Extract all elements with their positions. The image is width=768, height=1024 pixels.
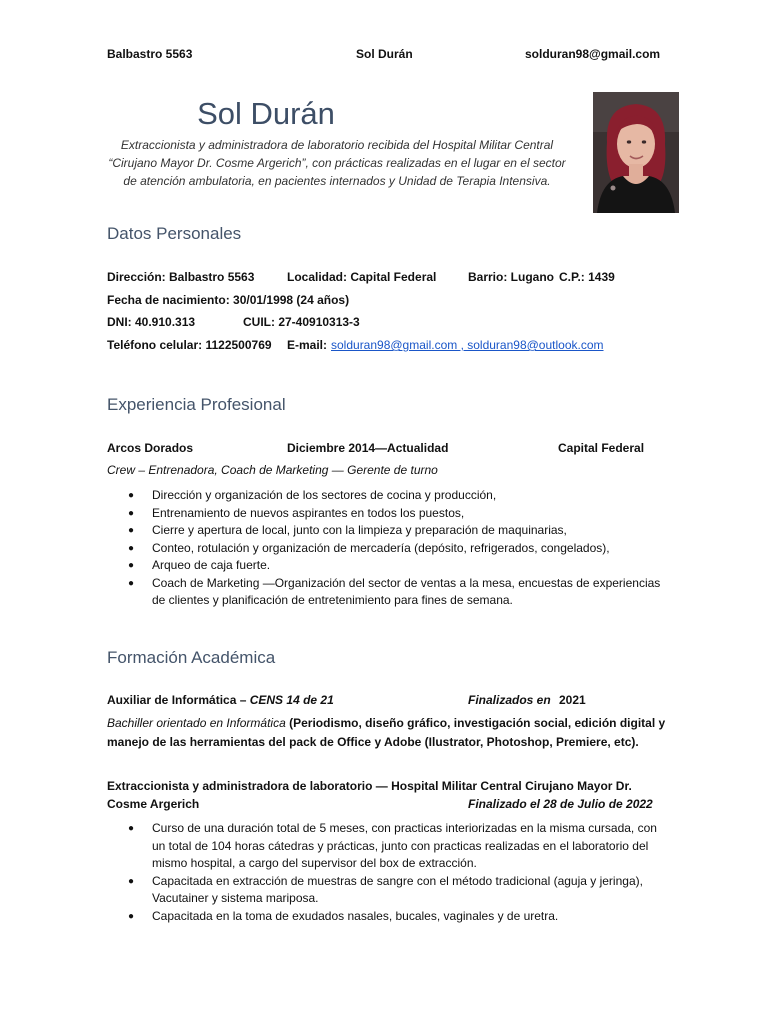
list-item: ● Cierre y apertura de local, junto con la limpieza y preparación de maquinarias, [126, 522, 666, 540]
personal-dni: DNI: 40.910.313 [107, 315, 196, 329]
header-name: Sol Durán [356, 47, 413, 61]
personal-address: Dirección: Balbastro 5563 [107, 270, 255, 284]
job-duties-list [126, 487, 666, 610]
job-location: Capital Federal [558, 441, 645, 455]
edu2-title-line1: Extraccionista y administradora de laboratorio — Hospital Militar Central Cirujano Mayor Dr. [107, 779, 632, 793]
list-item: ● Curso de una duración total de 5 meses, con practicas interiorizadas en la misma cursada, con un total de 104 horas cátedras y prácticas, junto con practicas realizadas en el laboratorio del mismo hospital, a cargo del supervisor del box de extracción. [126, 820, 666, 873]
personal-postal-code: C.P.: 1439 [559, 270, 615, 284]
section-heading-personal: Datos Personales [107, 224, 242, 243]
edu1-status: Finalizados en [468, 693, 551, 707]
header-address: Balbastro 5563 [107, 47, 193, 61]
edu1-year: 2021 [559, 693, 586, 707]
page-title: Sol Durán [197, 96, 335, 131]
personal-email-links[interactable]: solduran98@gmail.com , solduran98@outlook.com [331, 338, 604, 352]
edu2-status: Finalizado el 28 de Julio de 2022 [468, 797, 653, 811]
portrait-image [593, 92, 679, 213]
edu1-details: (Periodismo, diseño gráfico, investigación social, edición digital y manejo de las herramientas del pack de Office y Adobe (Ilustrator, Photoshop, Premiere, etc). [107, 716, 666, 749]
job-period: Diciembre 2014—Actualidad [287, 441, 449, 455]
job-company: Arcos Dorados [107, 441, 194, 455]
list-item: ● Conteo, rotulación y organización de mercadería (depósito, refrigerados, congelados), [126, 540, 666, 558]
edu1-title: Auxiliar de Informática [107, 693, 237, 707]
edu1-school: CENS 14 de 21 [249, 693, 334, 707]
list-item: ● Capacitada en la toma de exudados nasales, bucales, vaginales y de uretra. [126, 908, 666, 926]
edu1-degree: Bachiller orientado en Informática [107, 716, 286, 730]
personal-email-label: E-mail: [287, 338, 328, 352]
personal-neighborhood: Barrio: Lugano [468, 270, 554, 284]
list-item: ● Capacitada en extracción de muestras de sangre con el método tradicional (aguja y jeringa), Vacutainer y sistema mariposa. [126, 873, 666, 908]
edu1-description [107, 714, 667, 752]
edu2-title-line2: Cosme Argerich [107, 797, 200, 811]
profile-photo [593, 92, 679, 213]
header-email: solduran98@gmail.com [525, 47, 661, 61]
list-item: ● Dirección y organización de los sectores de cocina y producción, [126, 487, 666, 505]
list-item: ● Entrenamiento de nuevos aspirantes en todos los puestos, [126, 505, 666, 523]
edu1-title-line [107, 693, 334, 707]
personal-locality: Localidad: Capital Federal [287, 270, 437, 284]
personal-cuil: CUIL: 27-40910313-3 [243, 315, 360, 329]
list-item: ● Arqueo de caja fuerte. [126, 557, 666, 575]
personal-birthdate: Fecha de nacimiento: 30/01/1998 (24 años) [107, 293, 350, 307]
job-role: Crew – Entrenadora, Coach de Marketing — Gerente de turno [107, 463, 438, 477]
profile-summary: Extraccionista y administradora de laboratorio recibida del Hospital Militar Central “Cirujano Mayor Dr. Cosme Argerich”, con prácticas realizadas en el lugar en el sector de atención ambulatoria, en pacientes internados y Unidad de Terapia Intensiva. [108, 138, 566, 188]
section-heading-education: Formación Académica [107, 648, 276, 667]
edu1-dash: – [236, 693, 250, 707]
personal-phone: Teléfono celular: 1122500769 [107, 338, 272, 352]
section-heading-experience: Experiencia Profesional [107, 395, 286, 414]
edu2-bullets-list [126, 820, 666, 925]
list-item: ● Coach de Marketing —Organización del sector de ventas a la mesa, encuestas de experiencias de clientes y planificación de entretenimiento para fines de semana. [126, 575, 666, 610]
